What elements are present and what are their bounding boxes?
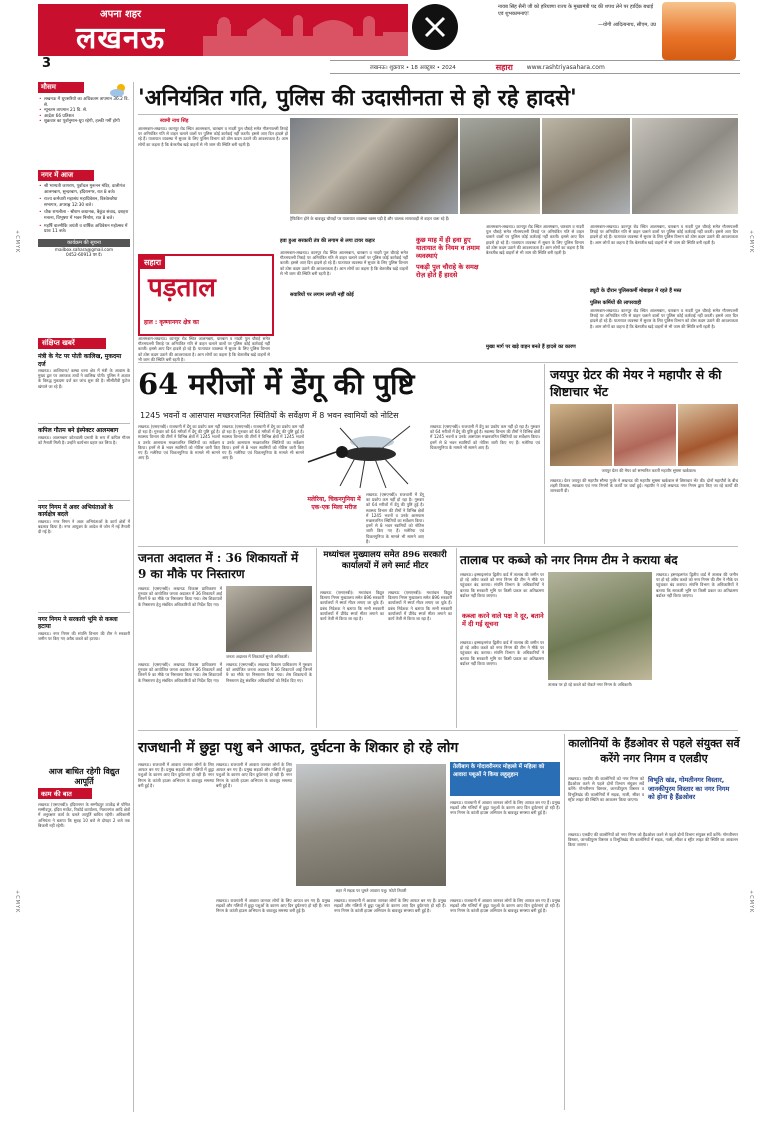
dengue-aside: मलेरिया, चिकनगुनिया में एक-एक मिला मरीज: [307, 496, 361, 511]
brief-item: [38, 616, 130, 711]
brief-item: [38, 353, 130, 420]
padtaal-sub: हाल : कृष्णानगर क्षेत्र का: [144, 319, 199, 326]
dateline: लखनऊ। शुक्रवार • 18 अक्टूबर • 2024: [370, 65, 456, 71]
colonies-headline: कालोनियों के हैंडओवर से पहले संयुक्त सर्वे करेंगे नगर निगम व एलडीए: [568, 737, 740, 765]
weather-item: • आर्द्रता 66 प्रतिशत: [38, 114, 130, 120]
pullquote-2: पकड़ी पुल चौराहे के समक्ष रोज़ होते हैं हादसे: [416, 263, 479, 279]
talab-body-col-1: लखनऊ। इस्माइलगंज द्वितीय वार्ड में तालाब की जमीन पर हो रहे अवैध कब्जे को नगर निगम की टीम ने मौके पर पहुंचकर बंद कराया। संपत्ति विभाग के अधिकारियों ने बताया कि सरकारी भूमि पर किसी प्रकार का अतिक्रमण बर्दाश्त नहीं किया जाएगा।: [460, 572, 544, 598]
dengue-body-col-4: लखनऊ (एसएनबी)। राजधानी में डेंगू का प्रकोप कम नहीं हो रहा है। गुरुवार को 64 मरीजों में डेंगू की पुष्टि हुई है। स्वास्थ्य विभाग की टीमों ने विभिन्न क्षेत्रों में 1245 भवनों व उनके आसपास मच्छरजनित स्थितियों का सर्वेक्षण किया। इनमें से 8 भवन स्वामियों को नोटिस जारी किए गए हैं। मलेरिया एवं चिकनगुनिया के मामले भी सामने आए हैं।: [430, 424, 540, 450]
cm-quote: [498, 4, 656, 28]
lead-byline: स्वामी नाथ सिंह: [160, 118, 189, 124]
padtaal-badge: [138, 254, 274, 336]
page-number: 3: [42, 56, 52, 71]
cattle-body-col-5: लखनऊ। राजधानी में आवारा जानवर लोगों के लिए आफत बन गए हैं। प्रमुख सड़कों और गलियों में छुट्टा पशुओं के कारण आए दिन दुर्घटनाएं हो रही हैं। नगर निगम के कांजी हाउस अभियान के बावजूद समस्या बनी हुई है।: [334, 898, 446, 914]
cm-quote-text: नायब सिंह सैनी जी को हरियाणा राज्य के मुख्यमंत्री पद की शपथ लेने पर हार्दिक बधाई एवं शुभकामनाएं!: [498, 4, 654, 17]
paper-name: सहारा: [495, 62, 513, 72]
padtaal-title: पड़ताल: [148, 273, 216, 303]
mayor-photo-3: [678, 404, 738, 466]
masthead: [0, 0, 768, 78]
brief-body: लखनऊ। आलमबाग कोतवाली प्रभारी के रूप में कपिल गौतम को तैनाती मिली है। उन्होंने कार्यभार ग्रहण कर लिया है।: [38, 434, 130, 445]
city-skyline-illustration: [203, 14, 408, 56]
brief-head: नगर निगम ने सरकारी भूमि से कब्जा हटाया: [38, 615, 118, 630]
janta-headline: जनता अदालत में : 36 शिकायतों में 9 का मौके पर निस्तारण: [138, 551, 299, 581]
electricity-label: काम की बात: [38, 788, 92, 799]
brief-body: लखनऊ। नगर निगम ने अवर अभियंताओं के कार्य क्षेत्रों में बदलाव किया है। नगर आयुक्त के आदेश से जोन में नई तैनाती दी गई है।: [38, 518, 130, 534]
lead-body-col-d: आलमबाग-लखनऊ। कानपुर रोड स्थित आलमबाग, चारबाग व नादरी पुल चौराहे समेत गौतमपल्ली तिराहे पर अनियंत्रित गति से वाहन चलाने वालों पर पुलिस कोई कार्रवाई नहीं करती। इससे आए दिन हादसे हो रहे हैं। यातायात व्यवस्था में सुधार के लिए पुलिस विभाग को ठोस कदम उठाने की आवश्यकता है। आम लोगों का कहना है कि बेतरतीब खड़े वाहनों से भी जाम की स्थिति बनी रहती है।: [590, 224, 738, 245]
janta-body-col-3: लखनऊ (एसएनबी)। लखनऊ विकास प्राधिकरण में गुरुवार को आयोजित जनता अदालत में 36 शिकायतें आईं जिनमें 9 का मौके पर निस्तारण किया गया। शेष शिकायतों के निस्तारण हेतु संबंधित अधिकारियों को निर्देश दिए गए।: [226, 662, 312, 683]
cm-quote-author: —योगी आदित्यनाथ, सीएम, उप्र: [598, 22, 656, 28]
brief-body: लखनऊ। आशियाना/ कस्बा थाना क्षेत्र में मंत्री के आवास के मुख्य द्वार पर अराजक तत्वों ने कालिख पोती। पुलिस ने अज्ञात के विरुद्ध मुकदमा दर्ज कर जांच शुरू की है। सीसीटीवी फुटेज खंगाले जा रहे हैं।: [38, 368, 130, 389]
meters-body-col-1: लखनऊ (एसएनबी)। मध्यांचल विद्युत वितरण निगम मुख्यालय समेत 896 सरकारी कार्यालयों में स्मार्ट मीटर लगाए जा चुके हैं। प्रबंध निदेशक ने बताया कि सभी सरकारी कार्यालयों में प्रीपेड स्मार्ट मीटर लगाने का कार्य तेजी से किया जा रहा है।: [320, 590, 384, 622]
mayor-photo-1: [550, 404, 612, 466]
cmyk-mark-right: +CMYK: [748, 230, 754, 254]
dateline-bar: [330, 60, 740, 74]
janta-body-col-2: लखनऊ (एसएनबी)। लखनऊ विकास प्राधिकरण में गुरुवार को आयोजित जनता अदालत में 36 शिकायतें आईं जिनमें 9 का मौके पर निस्तारण किया गया। शेष शिकायतों के निस्तारण हेतु संबंधित अधिकारियों को निर्देश दिए गए।: [138, 662, 222, 683]
cattle-body-col-1: लखनऊ। राजधानी में आवारा जानवर लोगों के लिए आफत बन गए हैं। प्रमुख सड़कों और गलियों में छुट्टा पशुओं के कारण आए दिन दुर्घटनाएं हो रही हैं। नगर निगम के कांजी हाउस अभियान के बावजूद समस्या बनी हुई है।: [138, 762, 214, 788]
talab-body-col-3: लखनऊ। इस्माइलगंज द्वितीय वार्ड में तालाब की जमीन पर हो रहे अवैध कब्जे को नगर निगम की टीम ने मौके पर पहुंचकर बंद कराया। संपत्ति विभाग के अधिकारियों ने बताया कि सरकारी भूमि पर किसी प्रकार का अतिक्रमण बर्दाश्त नहीं किया जाएगा।: [656, 572, 738, 598]
dengue-headline: 64 मरीजों में डेंगू की पुष्टि: [138, 367, 415, 401]
weather-item: • शुक्रवार का पूर्वानुमान-धूप रहेगी, हल्की गर्मी होगी: [38, 119, 130, 125]
lead-body-col-e: आलमबाग-लखनऊ। कानपुर रोड स्थित आलमबाग, चारबाग व नादरी पुल चौराहे समेत गौतमपल्ली तिराहे पर अनियंत्रित गति से वाहन चलाने वालों पर पुलिस कोई कार्रवाई नहीं करती। इससे आए दिन हादसे हो रहे हैं। यातायात व्यवस्था में सुधार के लिए पुलिस विभाग को ठोस कदम उठाने की आवश्यकता है। आम लोगों का कहना है कि बेतरतीब खड़े वाहनों से भी जाम की स्थिति बनी रहती है।: [590, 308, 738, 329]
contact-email[interactable]: mailbox.sahara@gmail.com: [54, 246, 114, 252]
lead-subhead-3: मुख्य मार्ग पर खड़े वाहन बनते हैं हादसे का कारण: [486, 344, 576, 350]
lead-subhead-4: ड्यूटी के दौरान पुलिसकर्मी मोबाइल में रहते हैं मस्त: [590, 288, 682, 294]
colonies-pullquote: विभूति खंड, गोमतीनगर विस्तार, जानकीपुरम विस्तार का नगर निगम को होना है हैंडओवर: [648, 776, 730, 801]
sankshipt-box: [38, 338, 130, 758]
lead-photo-3: [542, 118, 630, 214]
cattle-body-col-4: लखनऊ। राजधानी में आवारा जानवर लोगों के लिए आफत बन गए हैं। प्रमुख सड़कों और गलियों में छुट्टा पशुओं के कारण आए दिन दुर्घटनाएं हो रही हैं। नगर निगम के कांजी हाउस अभियान के बावजूद समस्या बनी हुई है।: [216, 898, 330, 914]
brief-item: [38, 427, 130, 497]
sankshipt-title: संक्षिप्त खबरें: [38, 338, 106, 349]
colonies-body-col-2: लखनऊ। एलडीए की कालोनियों को नगर निगम को हैंडओवर करने से पहले दोनों विभाग संयुक्त सर्वे करेंगे। गोमतीनगर विस्तार, जानकीपुरम विस्तार व विभूतिखंड की कालोनियों में सड़क, नाली, सीवर व स्ट्रीट लाइट की स्थिति का आकलन किया जाएगा।: [568, 832, 738, 848]
brand-block: [38, 4, 408, 56]
dengue-body-col-3: लखनऊ (एसएनबी)। राजधानी में डेंगू का प्रकोप कम नहीं हो रहा है। गुरुवार को 64 मरीजों में डेंगू की पुष्टि हुई है। स्वास्थ्य विभाग की टीमों ने विभिन्न क्षेत्रों में 1245 भवनों व उनके आसपास मच्छरजनित स्थितियों का सर्वेक्षण किया। इनमें से 8 भवन स्वामियों को नोटिस जारी किए गए हैं। मलेरिया एवं चिकनगुनिया के मामले भी सामने आए हैं।: [366, 492, 424, 544]
mosquito-image: [300, 420, 430, 490]
lead-subhead-5: पुलिस कर्मियों की लापरवाही: [590, 300, 642, 306]
talab-body-col-2: लखनऊ। इस्माइलगंज द्वितीय वार्ड में तालाब की जमीन पर हो रहे अवैध कब्जे को नगर निगम की टीम ने मौके पर पहुंचकर बंद कराया। संपत्ति विभाग के अधिकारियों ने बताया कि सरकारी भूमि पर किसी प्रकार का अतिक्रमण बर्दाश्त नहीं किया जाएगा।: [460, 640, 544, 666]
cmyk-mark-right-2: +CMYK: [748, 890, 754, 914]
weather-item: • न्यूनतम तापमान 21 डि. से.: [38, 108, 130, 114]
meters-headline: मध्यांचल मुख्यालय समेत 896 सरकारी कार्यालयों में लगे स्मार्ट मीटर: [323, 550, 447, 571]
weather-title: मौसम: [38, 82, 84, 93]
website-link[interactable]: www.rashtriyasahara.com: [526, 63, 605, 71]
lead-photo-caption: ट्रैफिकिंग होने के बावजूद चौराहों पर यातायात व्यवस्था ध्वस्त पड़ी है और चालक लापरवाही से वाहन चला रहे हैं।: [290, 216, 450, 221]
mayor-photo-2: [614, 404, 676, 466]
weather-item: • लखनऊ में धूपसरियो का अधिकतम तापमान 36.2 डि. से.: [38, 97, 130, 108]
janta-photo: [226, 586, 312, 652]
lead-body-col-a: आलमबाग-लखनऊ। कानपुर रोड स्थित आलमबाग, चारबाग व नादरी पुल चौराहे समेत गौतमपल्ली तिराहे पर अनियंत्रित गति से वाहन चलाने वालों पर पुलिस कोई कार्रवाई नहीं करती। इससे आए दिन हादसे हो रहे हैं। यातायात व्यवस्था में सुधार के लिए पुलिस विभाग को ठोस कदम उठाने की आवश्यकता है। आम लोगों का कहना है कि बेतरतीब खड़े वाहनों से भी जाम की स्थिति बनी रहती है।: [138, 336, 270, 362]
brand-city-title: लखनऊ: [76, 21, 166, 56]
brief-head: मंत्री के गेट पर पोती कालिख, मुकदमा दर्ज: [38, 353, 122, 368]
lead-headline: 'अनियंत्रित गति, पुलिस की उदासीनता से हो रहे हादसे': [138, 85, 577, 111]
mayor-body: लखनऊ। ग्रेटर जयपुर की महापौर सौम्या गुर्जर ने लखनऊ की महापौर सुषमा खर्कवाल से शिष्टाचार भेंट की। दोनों महापौरों के बीच शहरी विकास, स्वच्छता एवं नगर निगमों के कार्यों पर चर्चा हुई। महापौर ने उन्हें लखनऊ नगर निगम द्वारा किए जा रहे कार्यों की जानकारी दी।: [550, 478, 738, 494]
brief-item: [38, 504, 130, 609]
pullquote-1: कुछ माह में ही हवा हुए यातायात के नियम व तमाम व्यवस्थाएं: [416, 236, 480, 260]
brief-head: नगर निगम में अवर अभियंताओं के कार्यक्षेत्र बदले: [38, 503, 113, 518]
janta-body-col-1: लखनऊ (एसएनबी)। लखनऊ विकास प्राधिकरण में गुरुवार को आयोजित जनता अदालत में 36 शिकायतें आईं जिनमें 9 का मौके पर निस्तारण किया गया। शेष शिकायतों के निस्तारण हेतु संबंधित अधिकारियों को निर्देश दिए गए।: [138, 586, 222, 607]
contact-title: कार्यक्रम की सूचना: [38, 239, 130, 247]
lead-body-intro: आलमबाग-लखनऊ। कानपुर रोड स्थित आलमबाग, चारबाग व नादरी पुल चौराहे समेत गौतमपल्ली तिराहे पर अनियंत्रित गति से वाहन चलाने वालों पर पुलिस कोई कार्रवाई नहीं करती। इससे आए दिन हादसे हो रहे हैं। यातायात व्यवस्था में सुधार के लिए पुलिस विभाग को ठोस कदम उठाने की आवश्यकता है। आम लोगों का कहना है कि बेतरतीब खड़े वाहनों से भी जाम की स्थिति बनी रहती है।: [138, 126, 288, 147]
lead-photo-4: [632, 118, 738, 214]
event-item: • चौक रामलीला - श्रीराम कथानक, बैकुंठ संवाद, दशहरा मनाना, विभूषण में भवन निर्माण, रात 8 बजे।: [38, 210, 130, 221]
lead-subhead-2: सवारियों पर लगाम लगती नहीं कोई: [290, 292, 354, 298]
electricity-body: लखनऊ (एसएनबी)। इंदिरानगर के सम्मीदपुर उपकेंद्र से पोषित सम्मीदपुर, इंदिरा मार्केट, रिकॉर्ड कार्यालय, निशातगंज आदि क्षेत्रों में अनुरक्षण कार्य के चलते आपूर्ति बाधित रहेगी। अधिशासी अभियंता ने बताया कि सुबह 10 बजे से दोपहर 2 बजे तक बिजली नहीं रहेगी।: [38, 802, 130, 828]
cattle-body-col-3: लखनऊ। राजधानी में आवारा जानवर लोगों के लिए आफत बन गए हैं। प्रमुख सड़कों और गलियों में छुट्टा पशुओं के कारण आए दिन दुर्घटनाएं हो रही हैं। नगर निगम के कांजी हाउस अभियान के बावजूद समस्या बनी हुई है।: [450, 800, 560, 816]
talab-photo-caption: तालाब पर हो रहे कब्जे को रोकते नगर निगम के अधिकारी।: [548, 682, 633, 687]
cmyk-mark-left: +CMYK: [14, 230, 20, 254]
colonies-body-col-1: लखनऊ। एलडीए की कालोनियों को नगर निगम को हैंडओवर करने से पहले दोनों विभाग संयुक्त सर्वे करेंगे। गोमतीनगर विस्तार, जानकीपुरम विस्तार व विभूतिखंड की कालोनियों में सड़क, नाली, सीवर व स्ट्रीट लाइट की स्थिति का आकलन किया जाएगा।: [568, 776, 644, 802]
contact-phone: 0452-60913 पर दें।: [65, 251, 103, 257]
lead-body-col-b: आलमबाग-लखनऊ। कानपुर रोड स्थित आलमबाग, चारबाग व नादरी पुल चौराहे समेत गौतमपल्ली तिराहे पर अनियंत्रित गति से वाहन चलाने वालों पर पुलिस कोई कार्रवाई नहीं करती। इससे आए दिन हादसे हो रहे हैं। यातायात व्यवस्था में सुधार के लिए पुलिस विभाग को ठोस कदम उठाने की आवश्यकता है। आम लोगों का कहना है कि बेतरतीब खड़े वाहनों से भी जाम की स्थिति बनी रहती है।: [280, 250, 408, 276]
dengue-subhead: 1245 भवनों व आसपास मच्छरजनित स्थितियों के सर्वेक्षण में 8 भवन स्वामियों को नोटिस: [140, 411, 399, 420]
lead-photo-1: [290, 118, 458, 214]
dengue-body-col-1: लखनऊ (एसएनबी)। राजधानी में डेंगू का प्रकोप कम नहीं हो रहा है। गुरुवार को 64 मरीजों में डेंगू की पुष्टि हुई है। स्वास्थ्य विभाग की टीमों ने विभिन्न क्षेत्रों में 1245 भवनों व उनके आसपास मच्छरजनित स्थितियों का सर्वेक्षण किया। इनमें से 8 भवन स्वामियों को नोटिस जारी किए गए हैं। मलेरिया एवं चिकनगुनिया के मामले भी सामने आए हैं।: [138, 424, 220, 461]
mayor-photo-caption: जयपुर ग्रेटर की मेयर को सम्मानित करतीं महापौर सुषमा खर्कवाल।: [601, 468, 697, 473]
lead-body-col-c: आलमबाग-लखनऊ। कानपुर रोड स्थित आलमबाग, चारबाग व नादरी पुल चौराहे समेत गौतमपल्ली तिराहे पर अनियंत्रित गति से वाहन चलाने वालों पर पुलिस कोई कार्रवाई नहीं करती। इससे आए दिन हादसे हो रहे हैं। यातायात व्यवस्था में सुधार के लिए पुलिस विभाग को ठोस कदम उठाने की आवश्यकता है। आम लोगों का कहना है कि बेतरतीब खड़े वाहनों से भी जाम की स्थिति बनी रहती है।: [486, 224, 584, 256]
janta-photo-caption: जनता अदालत में शिकायतें सुनते अधिकारी।: [226, 654, 289, 659]
dengue-body-col-2: लखनऊ (एसएनबी)। राजधानी में डेंगू का प्रकोप कम नहीं हो रहा है। गुरुवार को 64 मरीजों में डेंगू की पुष्टि हुई है। स्वास्थ्य विभाग की टीमों ने विभिन्न क्षेत्रों में 1245 भवनों व उनके आसपास मच्छरजनित स्थितियों का सर्वेक्षण किया। इनमें से 8 भवन स्वामियों को नोटिस जारी किए गए हैं। मलेरिया एवं चिकनगुनिया के मामले भी सामने आए हैं।: [222, 424, 304, 461]
cattle-headline: राजधानी में छुट्टा पशु बने आफत, दुर्घटना के शिकार हो रहे लोग: [138, 740, 459, 756]
talab-headline: तालाब पर कब्जे को नगर निगम टीम ने कराया बंद: [460, 553, 678, 567]
x-logo-icon: [423, 15, 447, 39]
padtaal-brand: सहारा: [140, 256, 165, 269]
nagar-aaj-title: नगर में आज: [38, 170, 94, 181]
brand-small-label: अपना शहर: [100, 9, 142, 20]
cattle-body-col-2: लखनऊ। राजधानी में आवारा जानवर लोगों के लिए आफत बन गए हैं। प्रमुख सड़कों और गलियों में छुट्टा पशुओं के कारण आए दिन दुर्घटनाएं हो रही हैं। नगर निगम के कांजी हाउस अभियान के बावजूद समस्या बनी हुई है।: [216, 762, 292, 788]
event-item: • राज्य कर्मचारी महासंघ महाधिवेशन, विश्वेश्वरैया सभागार, अपराह्न 12:30 बजे।: [38, 197, 130, 208]
event-item: • महर्षि वाल्मीकि जयंती व वार्षिक अधिवेशन महोत्सव में प्रातः 11 बजे।: [38, 224, 130, 235]
cattle-box: [450, 762, 560, 796]
talab-pullquote: कब्जा करने वाले पक्ष ने दूर, बताने में दी गई सूचना: [462, 612, 544, 628]
x-logo-circle: [412, 4, 458, 50]
pullquote-box: [410, 236, 484, 300]
mayor-headline: जयपुर ग्रेटर की मेयर ने महापौर से की शिष्टाचार भेंट: [550, 367, 722, 399]
weather-icon: [110, 82, 128, 96]
cattle-box-text: तेलीबाग के गोदावरीनगर मोहल्ले में महिला को आवारा पशुओं ने किया लहूलुहान: [453, 764, 545, 778]
brief-head: कपिल गौतम बने इंस्पेक्टर आलमबाग: [38, 427, 119, 434]
cattle-photo: [296, 764, 446, 886]
electricity-headline: आज बाधित रहेगी विद्युत आपूर्ति: [48, 766, 120, 786]
electricity-box: [38, 766, 130, 1106]
event-item: • श्री भाग्यती जागरण, पूर्वांचल मुरूनन मंदिर, डालीगंज आलमबाग, सुन्दरबाग, इंदिरानगर, रात 8 बजे।: [38, 184, 130, 195]
nagar-aaj-box: [38, 170, 130, 320]
cattle-body-col-6: लखनऊ। राजधानी में आवारा जानवर लोगों के लिए आफत बन गए हैं। प्रमुख सड़कों और गलियों में छुट्टा पशुओं के कारण आए दिन दुर्घटनाएं हो रही हैं। नगर निगम के कांजी हाउस अभियान के बावजूद समस्या बनी हुई है।: [450, 898, 560, 914]
brief-body: लखनऊ। नगर निगम की संपत्ति विभाग की टीम ने सरकारी जमीन पर किए गए अवैध कब्जे को हटाया।: [38, 630, 130, 641]
talab-photo: [548, 572, 652, 680]
lead-subhead-1: हवा हुआ सरकारी तंत्र की लगाम से लगा टायर कहार: [280, 238, 375, 244]
cm-portrait: [662, 2, 736, 60]
lead-photo-2: [460, 118, 540, 214]
cattle-photo-caption: शहर में सड़क पर घूमते आवारा पशु। फोटो तिवारी: [335, 888, 407, 893]
cmyk-mark-left-2: +CMYK: [14, 890, 20, 914]
weather-box: [38, 82, 130, 166]
meters-body-col-2: लखनऊ (एसएनबी)। मध्यांचल विद्युत वितरण निगम मुख्यालय समेत 896 सरकारी कार्यालयों में स्मार्ट मीटर लगाए जा चुके हैं। प्रबंध निदेशक ने बताया कि सभी सरकारी कार्यालयों में प्रीपेड स्मार्ट मीटर लगाने का कार्य तेजी से किया जा रहा है।: [388, 590, 452, 622]
